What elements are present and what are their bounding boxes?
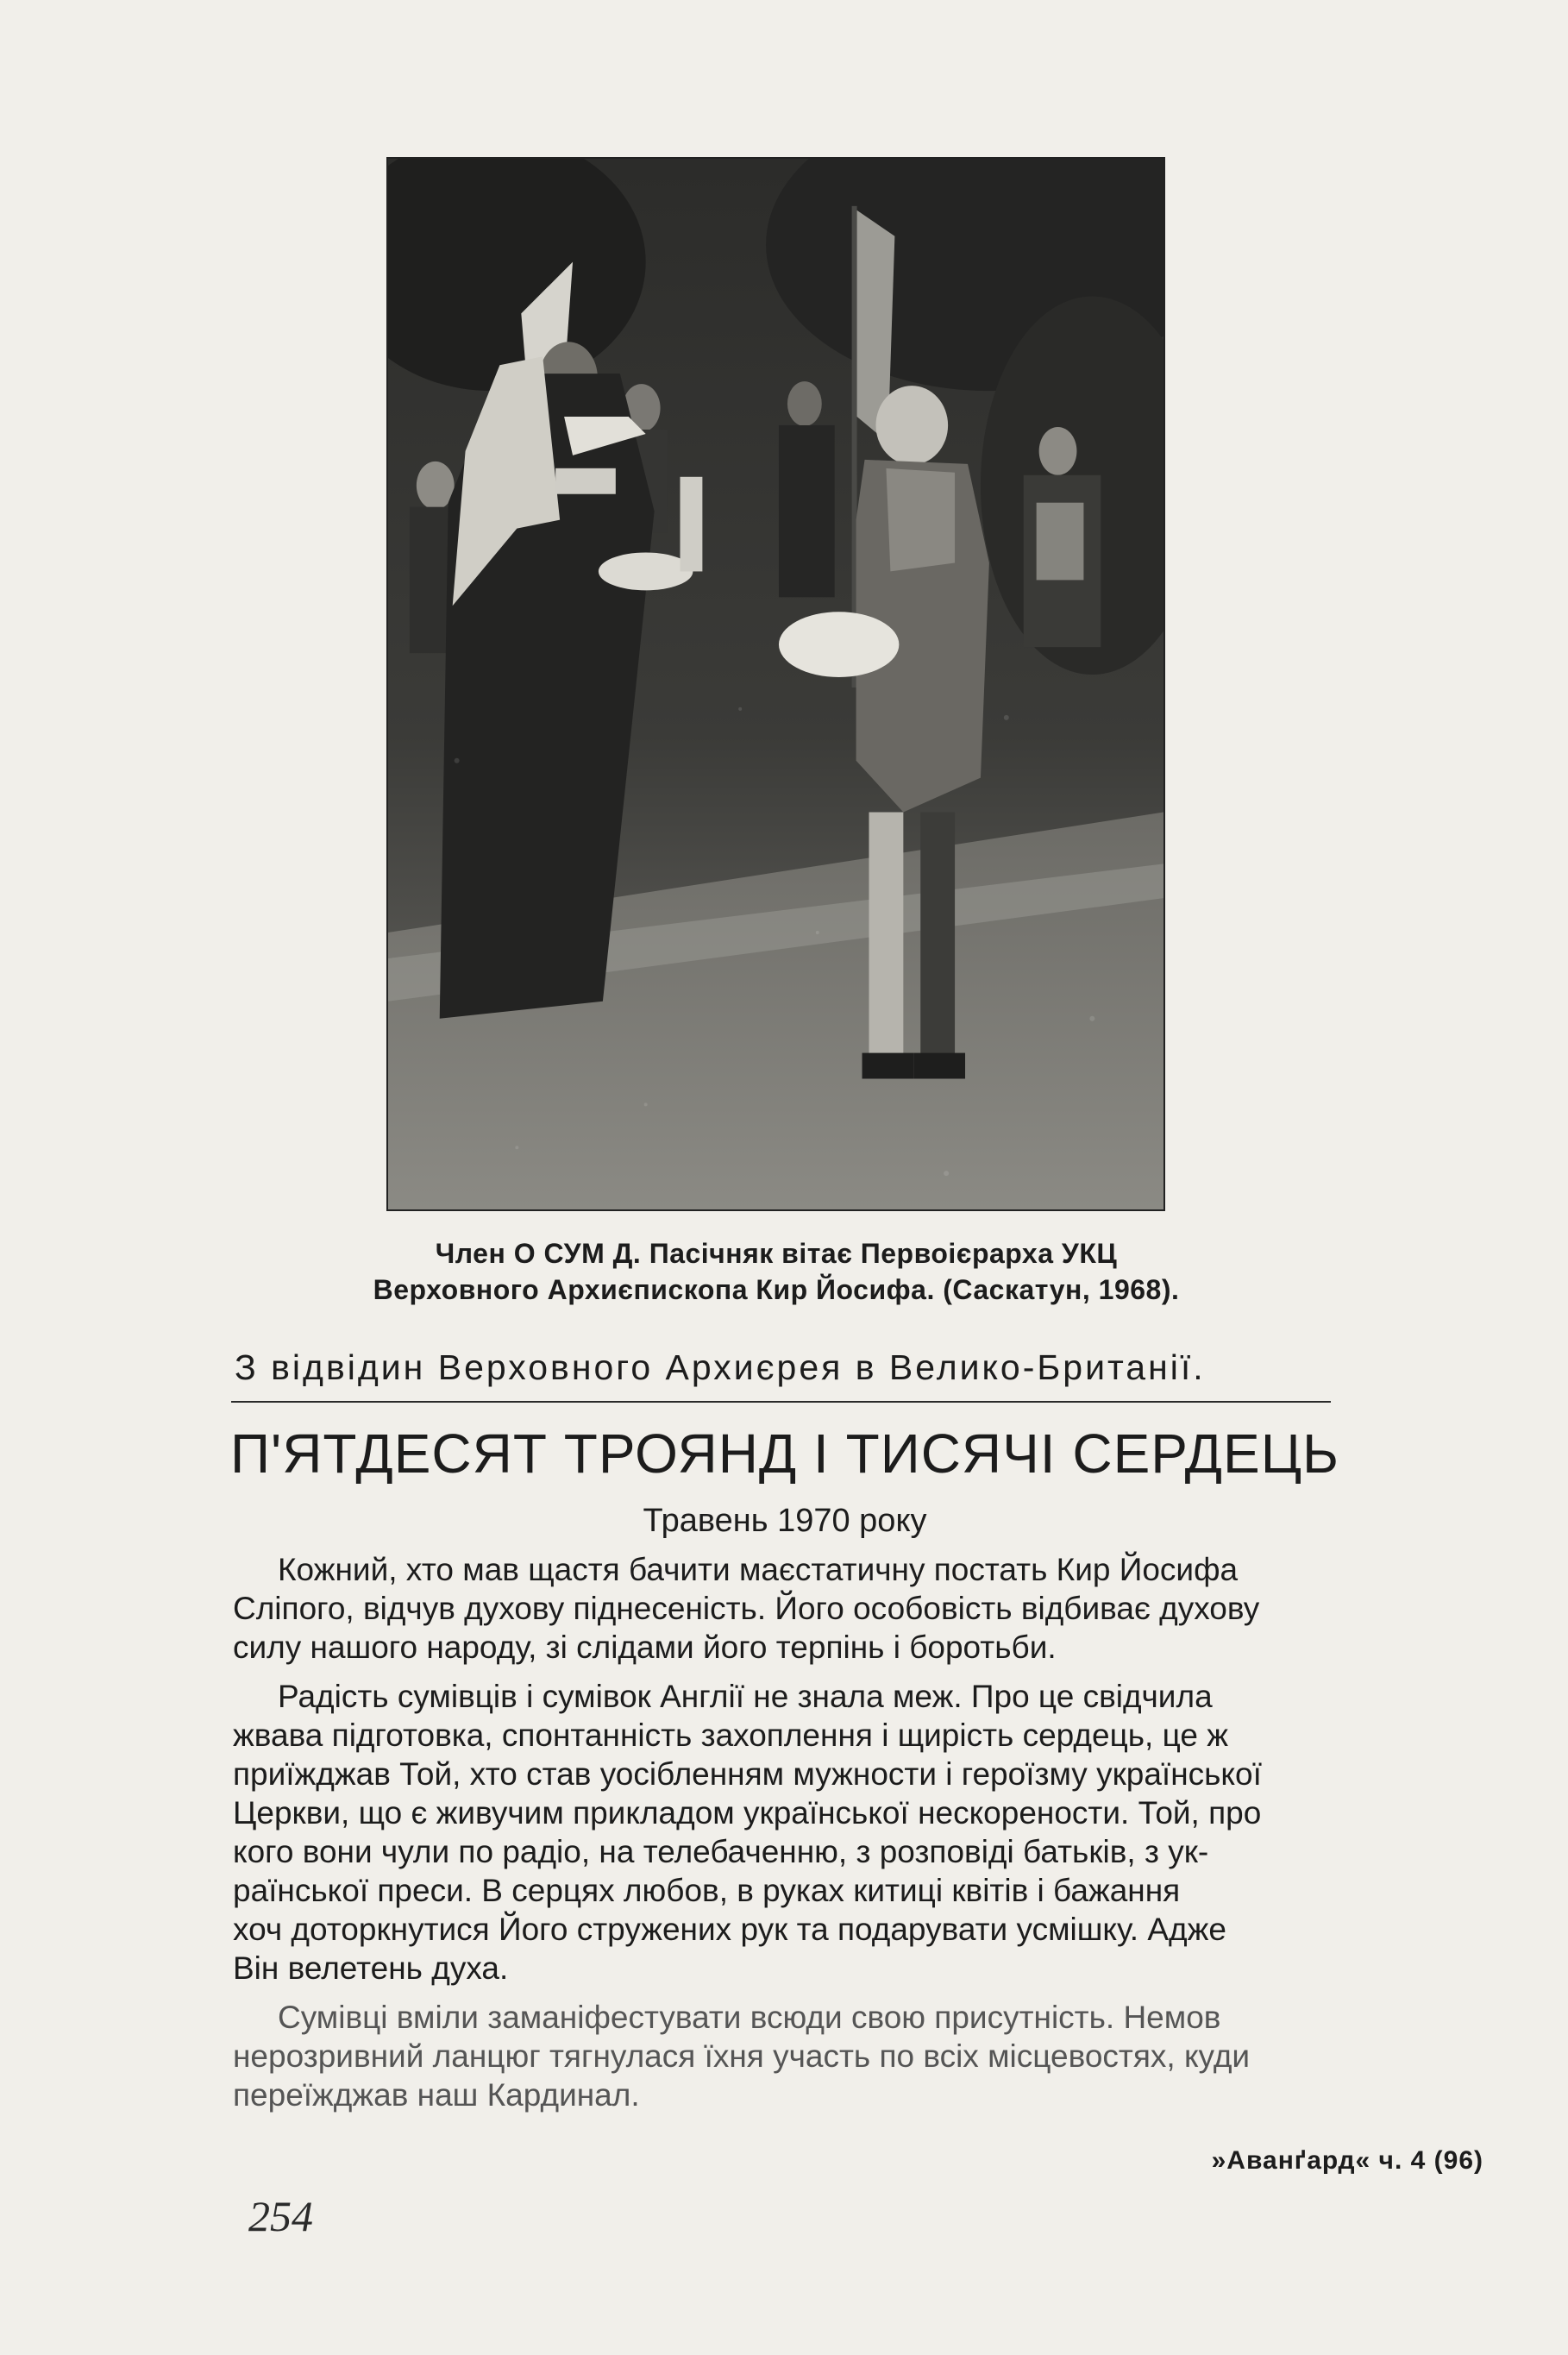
photo-caption <box>259 1235 1294 1308</box>
text-line: Церкви, що є живучим прикладом української нескорености. Той, про <box>233 1795 1262 1831</box>
text-line: Кожний, хто мав щастя бачити маєстатичну постать Кир Йосифа <box>278 1552 1239 1587</box>
paragraph-3 <box>233 1998 1440 2114</box>
text-line: Радість сумівців і сумівок Англії не знала меж. Про це свідчила <box>278 1679 1213 1714</box>
text-line: приїжджав Той, хто став уосібленням мужности і героїзму української <box>233 1756 1262 1792</box>
section-header: З відвідин Верховного Архиєрея в Велико-Британії. <box>235 1347 1206 1387</box>
text-line: Він велетень духа. <box>233 1950 509 1986</box>
article-body <box>233 1550 1440 2125</box>
text-line: раїнської преси. В серцях любов, в руках китиці квітів і бажання <box>233 1873 1181 1908</box>
paragraph-2 <box>233 1677 1440 1988</box>
caption-line-1: Член О СУМ Д. Пасічняк вітає Первоієрарха УКЦ <box>435 1238 1118 1269</box>
section-divider <box>231 1401 1331 1403</box>
text-line: переїжджав наш Кардинал. <box>233 2077 640 2113</box>
text-line: хоч доторкнутися Його стружених рук та подарувати усмішку. Адже <box>233 1912 1226 1947</box>
text-line: Сумівці вміли заманіфестувати всюди свою присутність. Немов <box>278 2000 1221 2035</box>
text-line: жвава підготовка, спонтанність захоплення і щирість сердець, це ж <box>233 1718 1228 1753</box>
photograph <box>386 157 1165 1211</box>
caption-line-2: Верховного Архиєпископа Кир Йосифа. (Саскатун, 1968). <box>373 1274 1180 1305</box>
journal-reference: »Аванґард« ч. 4 (96) <box>1211 2146 1483 2175</box>
article-title: П'ЯТДЕСЯТ ТРОЯНД І ТИСЯЧІ СЕРДЕЦЬ <box>229 1422 1340 1485</box>
article-date: Травень 1970 року <box>643 1503 927 1539</box>
text-line: Сліпого, відчув духову піднесеність. Його особовість відбиває духову <box>233 1591 1260 1626</box>
text-line: силу нашого народу, зі слідами його терпінь і боротьби. <box>233 1630 1057 1665</box>
page-number: 254 <box>248 2192 313 2240</box>
text-line: нерозривний ланцюг тягнулася їхня участь по всіх місцевостях, куди <box>233 2038 1251 2074</box>
paragraph-1 <box>233 1550 1440 1667</box>
text-line: кого вони чули по радіо, на телебаченню, з розповіді батьків, з ук- <box>233 1834 1209 1869</box>
photograph-of-archbishop-greeting-member-icon <box>388 159 1163 1209</box>
